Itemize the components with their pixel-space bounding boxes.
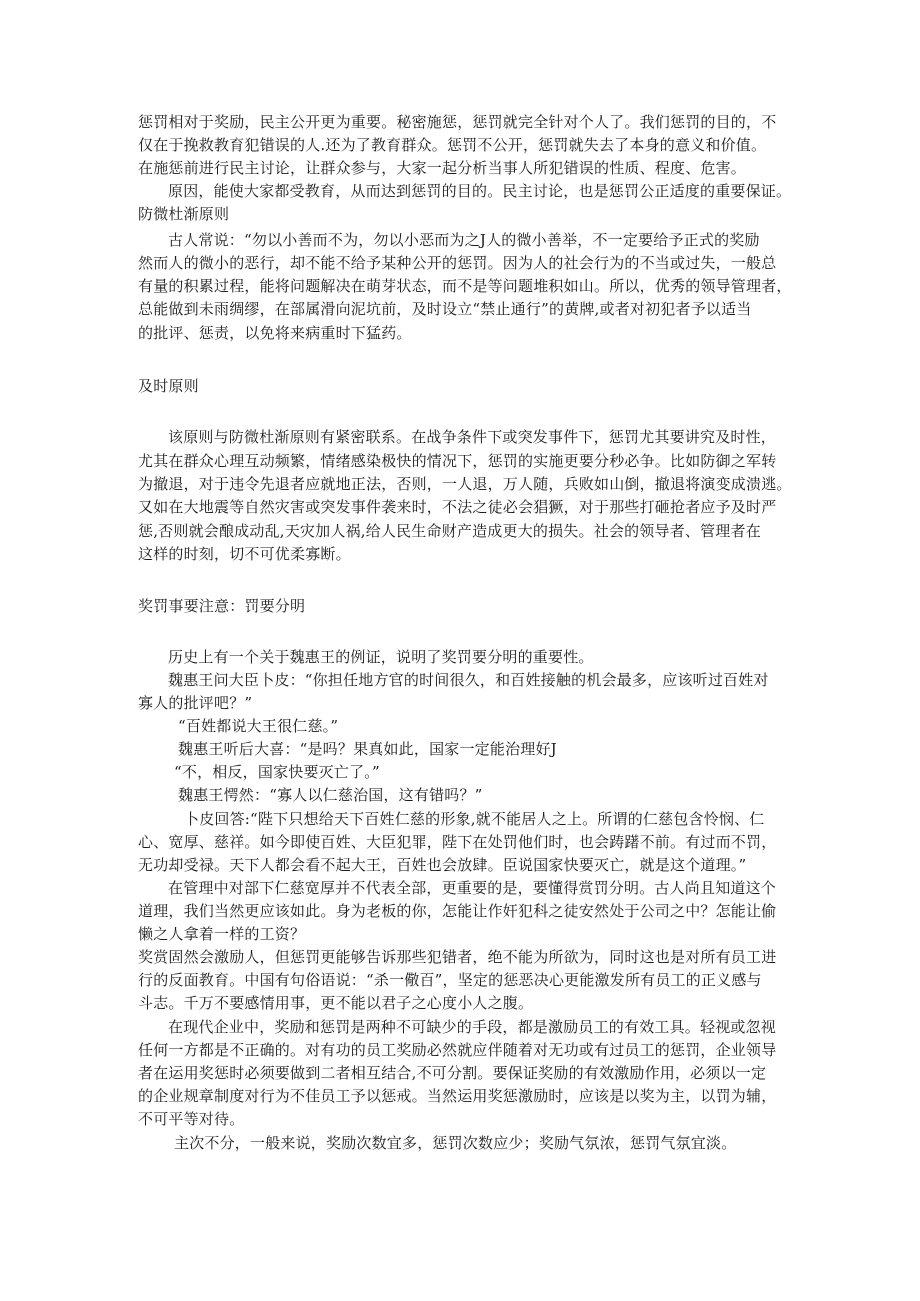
paragraph-line: 无功却受禄。天下人都会看不起大王，百姓也会放肆。臣说国家快要灭亡，就是这个道理。” (138, 856, 747, 874)
dialogue-line: 魏惠王听后大喜：“是吗？果真如此，国家一定能治理好J (178, 740, 557, 758)
paragraph-line: 原因，能使大家都受教育，从而达到惩罚的目的。民主讨论，也是惩罚公正适度的重要保证。 (168, 182, 792, 200)
paragraph-line: 魏惠王问大臣卜皮：“你担任地方官的时间很久，和百姓接触的机会最多，应该听过百姓对 (168, 671, 769, 689)
paragraph-line: 道理，我们当然更应该如此。身为老板的你，怎能让作奸犯科之徒安然处于公司之中？怎能让偷 (138, 902, 777, 920)
paragraph-line: 行的反面教育。中国有句俗语说：“杀一儆百”，坚定的惩恶决心更能激发所有员工的正义感与 (138, 971, 762, 989)
paragraph-line: 古人常说：“勿以小善而不为，勿以小恶而为之J人的微小善举，不一定要给予正式的奖励 (168, 231, 760, 249)
paragraph-line: 该原则与防微杜渐原则有紧密联系。在战争条件下或突发事件下，惩罚尤其要讲究及时性， (168, 428, 777, 446)
paragraph-line: 任何一方都是不正确的。对有功的员工奖励必然就应伴随着对无功或有过员工的惩罚，企业领导 (138, 1041, 777, 1059)
dialogue-line: “百姓都说大王很仁慈。” (178, 717, 339, 735)
paragraph-line: 历史上有一个关于魏惠王的例证，说明了奖罚要分明的重要性。 (168, 648, 594, 666)
paragraph-line: 在施惩前进行民主讨论，让群众参与，大家一起分析当事人所犯错误的性质、程度、危害。 (138, 159, 747, 177)
paragraph-line: 有量的积累过程，能将问题解决在萌芽状态，而不是等问题堆积如山。所以，优秀的领导管理者， (138, 277, 792, 295)
paragraph-line: 仅在于挽救教育犯错误的人.还为了教育群众。惩罚不公开，惩罚就失去了本身的意义和价值。 (138, 136, 767, 154)
paragraph-line: 在管理中对部下仁慈宽厚并不代表全部，更重要的是，要懂得赏罚分明。古人尚且知道这个 (168, 879, 777, 897)
dialogue-line: 魏惠王愕然：“寡人以仁慈治国，这有错吗？” (178, 786, 483, 804)
paragraph-line: 心、宽厚、慈祥。如今即使百姓、大臣犯罪，陛下在处罚他们时，也会踌躇不前。有过而不罚， (138, 833, 777, 851)
paragraph-line: 总能做到未雨绸缪，在部属滑向泥坑前，及时设立“禁止通行”的黄牌,或者对初犯者予以适当 (138, 300, 752, 318)
paragraph-line: 惩,否则就会酿成动乱,天灾加人祸,给人民生命财产造成更大的损失。社会的领导者、管理者在 (138, 522, 761, 540)
paragraph-line: 不可平等对待。 (138, 1110, 245, 1128)
section-heading: 防微杜渐原则 (138, 205, 230, 223)
dialogue-line: 卜皮回答:“陛下只想给天下百姓仁慈的形象,就不能居人之上。所谓的仁慈包含怜悯、仁 (184, 810, 765, 828)
paragraph-line: 为撤退，对于违令先退者应就地正法，否则，一人退，万人随，兵败如山倒，撤退将演变成溃逃。 (138, 475, 792, 493)
dialogue-line: “不，相反，国家快要灭亡了。” (174, 763, 380, 781)
paragraph-line: 惩罚相对于奖励，民主公开更为重要。秘密施惩，惩罚就完全针对个人了。我们惩罚的目的，不 (138, 113, 777, 131)
section-heading: 及时原则 (138, 377, 199, 395)
paragraph-line: 奖赏固然会激励人，但惩罚更能够告诉那些犯错者，绝不能为所欲为，同时这也是对所有员工进 (138, 948, 777, 966)
paragraph-line: 主次不分，一般来说，奖励次数宜多，惩罚次数应少；奖励气氛浓，惩罚气氛宜淡。 (174, 1134, 737, 1152)
paragraph-line: 这样的时刻，切不可优柔寡断。 (138, 545, 351, 563)
paragraph-line: 的企业规章制度对行为不佳员工予以惩戒。当然运用奖惩激励时，应该是以奖为主，以罚为辅， (138, 1087, 777, 1105)
paragraph-line: 在现代企业中，奖励和惩罚是两种不可缺少的手段，都是激励员工的有效工具。轻视或忽视 (168, 1018, 777, 1036)
paragraph-line: 又如在大地震等自然灾害或突发事件袭来时，不法之徒必会猖獗，对于那些打砸抢者应予及时严 (138, 498, 777, 516)
section-heading: 奖罚事要注意：罚要分明 (138, 597, 306, 615)
paragraph-line: 斗志。千万不要感情用事，更不能以君子之心度小人之腹。 (138, 994, 534, 1012)
paragraph-line: 懒之人拿着一样的工资？ (138, 925, 306, 943)
paragraph-line: 寡人的批评吧？” (138, 694, 253, 712)
paragraph-line: 然而人的微小的恶行，却不能不给予某种公开的惩罚。因为人的社会行为的不当或过失，一般总 (138, 254, 777, 272)
paragraph-line: 的批评、惩责，以免将来病重时下猛药。 (138, 324, 412, 342)
paragraph-line: 者在运用奖惩时必须要做到二者相互结合,不可分割。要保证奖励的有效激励作用，必须以一定 (138, 1064, 767, 1082)
paragraph-line: 尤其在群众心理互动频繁，情绪感染极快的情况下，惩罚的实施更要分秒必争。比如防御之军转 (138, 452, 777, 470)
